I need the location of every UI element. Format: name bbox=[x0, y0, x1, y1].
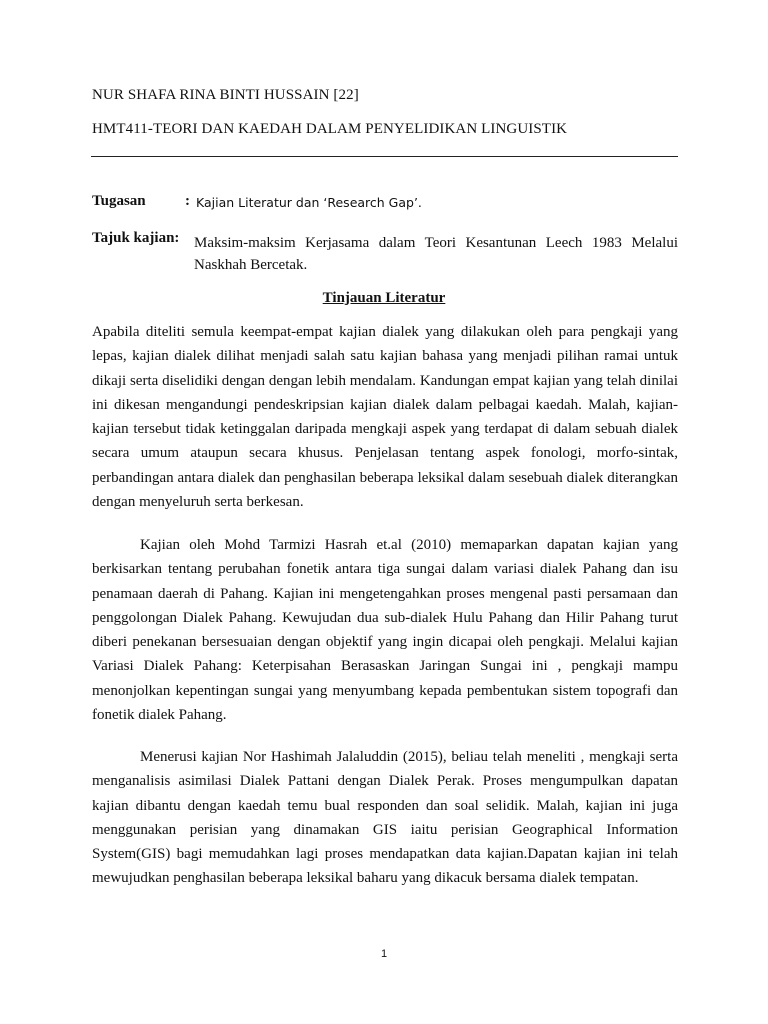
author-line: NUR SHAFA RINA BINTI HUSSAIN [22] bbox=[92, 87, 359, 103]
tugasan-colon: : bbox=[185, 193, 190, 209]
tajuk-value-line2: Naskhah Bercetak. bbox=[194, 257, 308, 273]
course-title: HMT411-TEORI DAN KAEDAH DALAM PENYELIDIKAN LINGUISTIK bbox=[92, 121, 568, 137]
paragraph-intro: Apabila diteliti semula keempat-empat kajian dialek yang dilakukan oleh para pengkaji yang lepas, kajian dialek dilihat menjadi salah satu kajian bahasa yang menjadi pilihan ramai untuk dikaji serta diselidiki dengan dengan lebih mendalam. Kandungan empat kajian yang telah dinilai ini dikesan mengandungi pendeskripsian kajian dialek dalam pelbagai kaedah. Malah, kajian-kajian tersebut tidak ketinggalan daripada mengkaji aspek yang terdapat di dalam sebuah dialek secara umum ataupun secara khusus. Penjelasan tentang aspek fonologi, morfo-sintak, perbandingan antara dialek dan penghasilan beberapa leksikal dalam sesebuah dialek diterangkan dengan menyeluruh serta berkesan. bbox=[92, 324, 678, 511]
tajuk-label: Tajuk kajian: bbox=[92, 230, 180, 246]
tajuk-value-line1: Maksim-maksim Kerjasama dalam Teori Kesantunan Leech 1983 Melalui bbox=[194, 235, 678, 251]
section-title: Tinjauan Literatur bbox=[322, 290, 446, 306]
header-divider bbox=[91, 156, 678, 157]
tugasan-value: Kajian Literatur dan ‘Research Gap’. bbox=[196, 195, 422, 210]
tugasan-label: Tugasan bbox=[92, 193, 146, 209]
paragraph-tarmizi: Kajian oleh Mohd Tarmizi Hasrah et.al (2010) memaparkan dapatan kajian yang berkisarkan tentang perubahan fonetik antara tiga sungai dalam variasi dialek Pahang dan isu penamaan daerah di Pahang. Kajian ini mengetengahkan proses mengenal pasti persamaan dan penggolongan Dialek Pahang. Kewujudan dua sub-dialek Hulu Pahang dan Hilir Pahang turut diberi penekanan bersesuaian dengan objektif yang ingin dicapai oleh pengkaji. Melalui kajian Variasi Dialek Pahang: Keterpisahan Berasaskan Jaringan Sungai ini , pengkaji mampu menonjolkan kepentingan sungai yang menyumbang kepada pembentukan sistem topografi dan fonetik dialek Pahang. bbox=[92, 537, 678, 724]
page-number: 1 bbox=[380, 948, 388, 960]
tugasan-field bbox=[92, 193, 678, 213]
paragraph-norhashimah: Menerusi kajian Nor Hashimah Jalaluddin (2015), beliau telah meneliti , mengkaji serta menganalisis asimilasi Dialek Pattani dengan Dialek Perak. Proses mengumpulkan dapatan kajian dibantu dengan kaedah temu bual responden dan soal selidik. Malah, kajian ini juga menggunakan perisian yang dinamakan GIS iaitu perisian Geographical Information System(GIS) bagi memudahkan lagi proses mendapatkan data kajian.Dapatan kajian ini telah mewujudkan penghasilan beberapa leksikal baharu yang dikacuk bersama dialek tempatan. bbox=[92, 749, 678, 887]
tajuk-field bbox=[92, 230, 678, 284]
